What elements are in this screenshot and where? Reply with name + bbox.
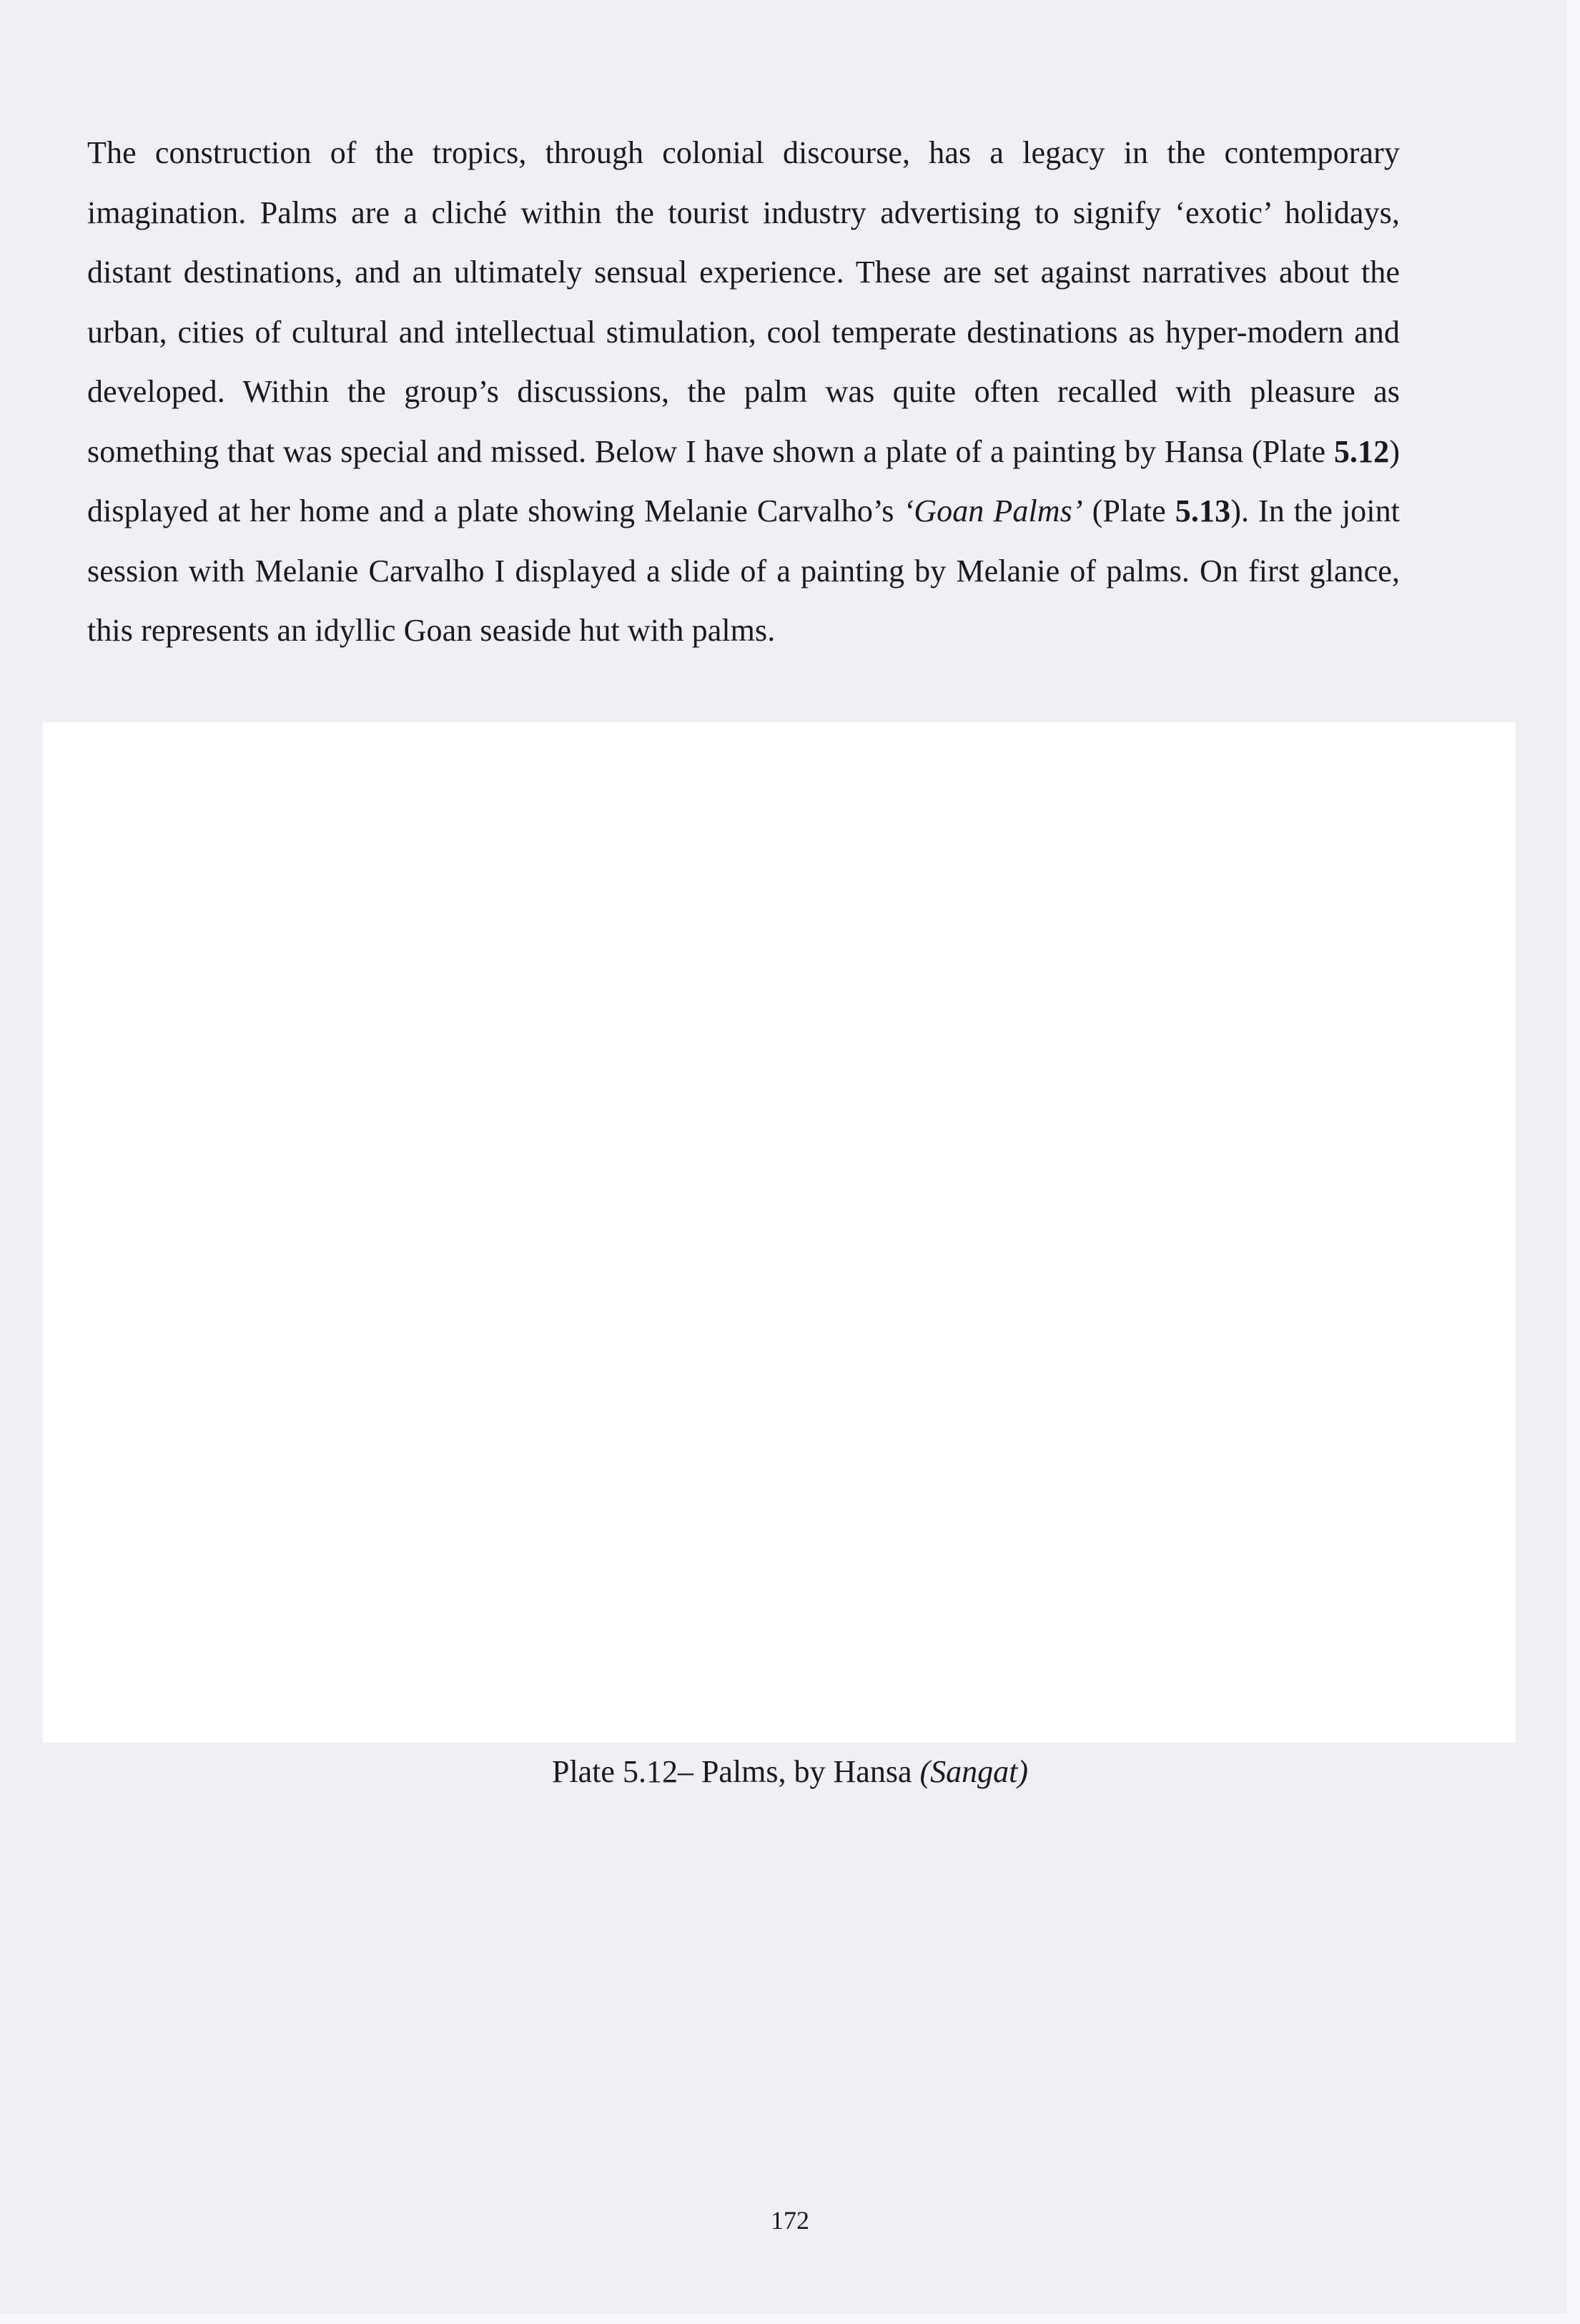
plate-reference: 5.12: [1333, 433, 1390, 469]
caption-source: (Sangat): [919, 1754, 1029, 1789]
body-paragraph: [87, 123, 1400, 661]
plate-reference: 5.13: [1175, 493, 1231, 528]
page-number: 172: [771, 2206, 809, 2235]
caption-text: Plate 5.12– Palms, by Hansa: [551, 1754, 920, 1789]
figure-caption: [0, 1747, 1580, 1797]
artwork-title: ‘Goan Palms’: [903, 493, 1083, 528]
scan-edge: [0, 2314, 1580, 2324]
paragraph-text: ). In the joint session with Melanie Carvalho I displayed a slide of a painting by Melanie of palms. On first glance, this represents an idyllic Goan seaside hut with palms.: [87, 493, 1400, 648]
paragraph-text: (Plate: [1082, 493, 1175, 528]
scan-edge: [1567, 0, 1580, 2324]
plate-image: [43, 722, 1516, 1743]
paragraph-text: ) displayed at her home and a plate showing Melanie Carvalho’s: [87, 433, 1400, 528]
paragraph-text: The construction of the tropics, through colonial discourse, has a legacy in the contemporary imagination. Palms are a cliché within the tourist industry advertising to signify ‘exotic’ holidays, distant destinations, and an ultimately sensual experience. These are set against narratives about the urban, cities of cultural and intellectual stimulation, cool temperate destinations as hyper-modern and developed. Within the group’s discussions, the palm was quite often recalled with pleasure as something that was special and missed. Below I have shown a plate of a painting by Hansa (Plate: [87, 135, 1400, 469]
